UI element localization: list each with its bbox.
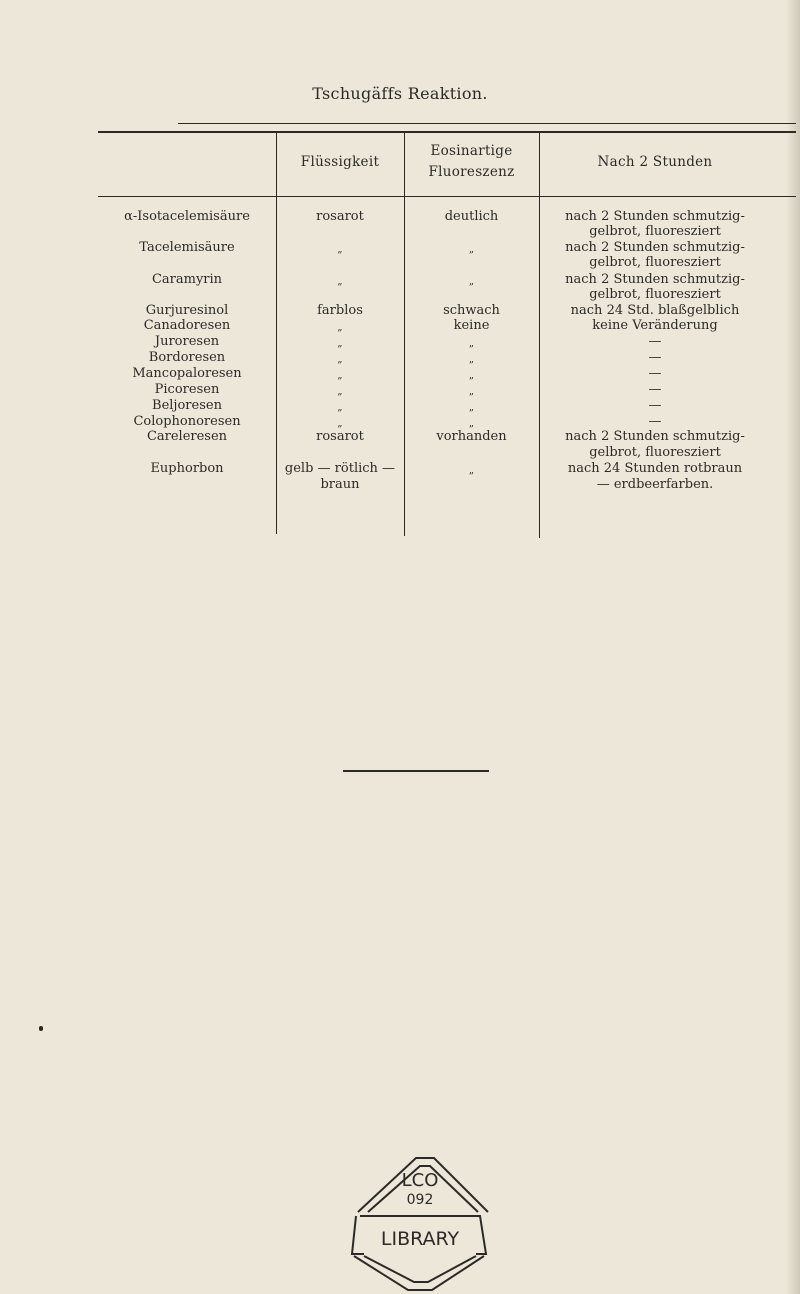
row-after-line1: — bbox=[648, 334, 662, 349]
row-liquid: „ bbox=[337, 338, 343, 349]
row-fluorescence: „ bbox=[468, 418, 475, 429]
header-fluorescence-line1: Eosinartige bbox=[430, 143, 513, 159]
library-stamp bbox=[338, 1150, 502, 1294]
header-fluorescence-line2: Fluoreszenz bbox=[428, 164, 515, 180]
row-fluorescence: „ bbox=[468, 276, 475, 287]
row-liquid: „ bbox=[337, 370, 343, 381]
row-fluorescence: „ bbox=[468, 402, 475, 413]
stamp-library-label: LIBRARY bbox=[380, 1228, 460, 1250]
row-liquid: farblos bbox=[317, 303, 363, 318]
end-rule bbox=[343, 770, 489, 772]
row-after-line1: — bbox=[648, 366, 662, 381]
row-fluorescence: vorhanden bbox=[436, 429, 507, 444]
row-after-line1: nach 24 Std. blaßgelblich bbox=[570, 303, 740, 318]
row-after-line1: — bbox=[648, 382, 662, 397]
row-fluorescence: „ bbox=[468, 244, 475, 255]
row-fluorescence: keine bbox=[453, 318, 490, 333]
row-name: Canadoresen bbox=[143, 318, 231, 333]
row-fluorescence: „ bbox=[468, 370, 475, 381]
row-name: Gurjuresinol bbox=[145, 303, 229, 318]
row-after-line1: nach 2 Stunden schmutzig- bbox=[565, 240, 745, 255]
header-liquid: Flüssigkeit bbox=[300, 154, 380, 170]
row-after-line1: nach 2 Stunden schmutzig- bbox=[565, 209, 745, 224]
row-name: Picoresen bbox=[154, 382, 220, 397]
row-name: Tacelemisäure bbox=[139, 240, 235, 255]
reaction-table bbox=[98, 132, 798, 542]
row-after-line1: — bbox=[648, 398, 662, 413]
stamp-top-text: LCO bbox=[401, 1170, 439, 1191]
ink-speck bbox=[39, 1026, 43, 1031]
row-name: Careleresen bbox=[146, 429, 228, 444]
row-after-line2: — erdbeerfarben. bbox=[596, 477, 714, 492]
row-liquid: „ bbox=[337, 402, 343, 413]
stamp-number: 092 bbox=[406, 1192, 434, 1208]
row-fluorescence: schwach bbox=[443, 303, 500, 318]
row-name: Juroresen bbox=[154, 334, 220, 349]
row-fluorescence: „ bbox=[468, 338, 475, 349]
row-after-line1: nach 2 Stunden schmutzig- bbox=[565, 429, 745, 444]
row-after-line1: — bbox=[648, 350, 662, 365]
page-title: Tschugäffs Reaktion. bbox=[312, 84, 488, 103]
row-name: Mancopaloresen bbox=[132, 366, 242, 381]
row-liquid: gelb — rötlich — bbox=[284, 461, 396, 476]
row-liquid: „ bbox=[337, 386, 343, 397]
row-after-line1: nach 24 Stunden rotbraun bbox=[567, 461, 743, 476]
top-rule-thin bbox=[178, 123, 796, 124]
row-fluorescence: „ bbox=[468, 386, 475, 397]
row-fluorescence: „ bbox=[468, 354, 475, 365]
row-after-line1: keine Veränderung bbox=[592, 318, 718, 333]
row-liquid: „ bbox=[337, 418, 343, 429]
row-fluorescence: deutlich bbox=[444, 209, 499, 224]
row-name: Caramyrin bbox=[151, 272, 223, 287]
row-after-line2: gelbrot, fluoresziert bbox=[589, 445, 721, 460]
row-name: Bordoresen bbox=[148, 350, 226, 365]
row-liquid: „ bbox=[337, 244, 343, 255]
row-liquid: rosarot bbox=[316, 429, 364, 444]
row-after-line1: — bbox=[648, 414, 662, 429]
row-name: α-Isotacelemisäure bbox=[124, 209, 250, 224]
header-fluorescence bbox=[404, 141, 539, 183]
row-liquid: „ bbox=[337, 322, 343, 333]
row-after-line2: gelbrot, fluoresziert bbox=[589, 287, 721, 302]
row-name: Beljoresen bbox=[152, 398, 222, 413]
row-liquid: rosarot bbox=[316, 209, 364, 224]
row-liquid-line2: braun bbox=[320, 477, 360, 492]
header-after-2h: Nach 2 Stunden bbox=[597, 154, 713, 170]
row-name: Colophonoresen bbox=[133, 414, 241, 429]
row-name: Euphorbon bbox=[150, 461, 224, 476]
row-after-line2: gelbrot, fluoresziert bbox=[589, 255, 721, 270]
row-fluorescence: „ bbox=[468, 465, 475, 476]
row-after-line2: gelbrot, fluoresziert bbox=[589, 224, 721, 239]
row-liquid: „ bbox=[337, 276, 343, 287]
row-liquid: „ bbox=[337, 354, 343, 365]
row-after-line1: nach 2 Stunden schmutzig- bbox=[565, 272, 745, 287]
